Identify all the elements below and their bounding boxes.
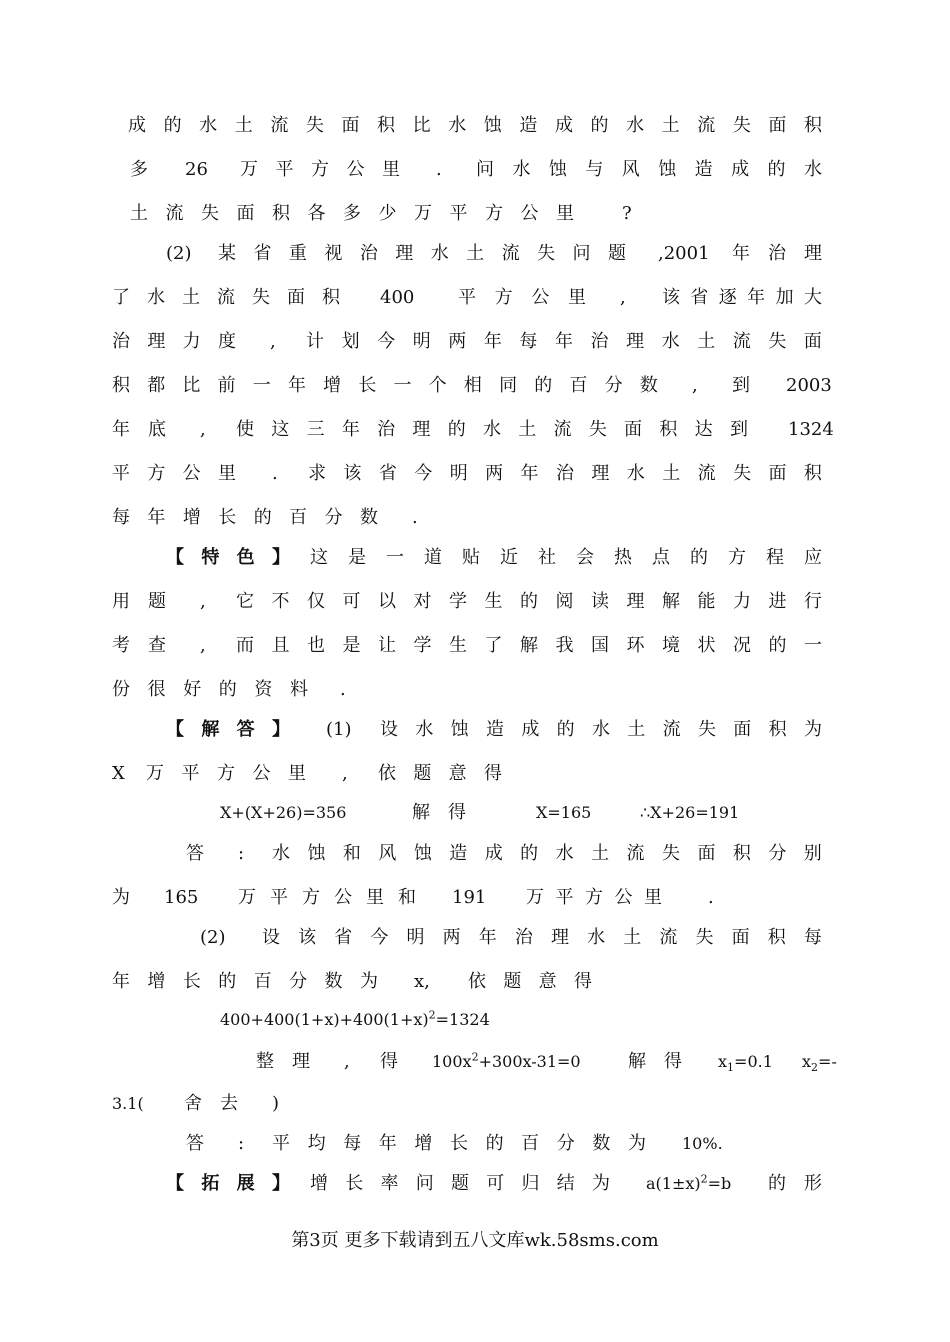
text: 整 理	[256, 1051, 310, 1072]
page-footer: 第3页 更多下载请到五八文库wk.58sms.com	[291, 1230, 659, 1251]
equation	[718, 1046, 773, 1078]
text: 水 蚀 和 风 蚀 造 成 的 水 土 流 失 面 积 分 别	[272, 843, 822, 864]
number: 400	[380, 287, 415, 308]
text: ,	[344, 1051, 350, 1072]
equation-part: a(1±x)	[646, 1174, 701, 1193]
number: 26	[185, 159, 208, 180]
text: 积 都 比 前 一 年 增 长 一 个 相 同 的 百 分 数	[112, 375, 658, 396]
equation-part: x	[802, 1052, 812, 1071]
text: 土 流 失 面 积 各 多 少 万 平 方 公 里	[130, 203, 574, 224]
text: ,	[200, 591, 206, 612]
text-line	[0, 758, 950, 790]
text: 平 方 公 里	[458, 287, 586, 308]
superscript: 2	[428, 1008, 436, 1022]
equation: X+(X+26)=356	[220, 803, 347, 822]
number: 165	[164, 887, 199, 908]
text: ?	[622, 203, 632, 224]
superscript: 2	[471, 1050, 479, 1064]
superscript: 2	[700, 1172, 708, 1186]
text: 万 平 方 公 里 和	[238, 887, 416, 908]
text: 舍 去	[184, 1093, 238, 1114]
text: 解 得	[412, 802, 466, 823]
text: 每 年 增 长 的 百 分 数	[112, 507, 378, 528]
text: 得	[380, 1051, 398, 1072]
text-line	[0, 922, 950, 954]
text: (1)	[326, 719, 352, 740]
equation-line	[0, 1004, 950, 1036]
text-line	[0, 282, 950, 314]
equation-line	[0, 797, 950, 829]
text: 平 均 每 年 增 长 的 百 分 数 为	[272, 1133, 646, 1154]
text: 为	[112, 887, 130, 908]
text: .	[412, 507, 418, 528]
text: 使 这 三 年 治 理 的 水 土 流 失 面 积 达 到	[236, 419, 748, 440]
text-line	[0, 326, 950, 358]
text: 问 水 蚀 与 风 蚀 造 成 的 水	[476, 159, 822, 180]
text: 万 平 方 公 里	[526, 887, 662, 908]
section-label: 【 特 色 】	[166, 547, 290, 568]
section-label: 【 拓 展 】	[166, 1173, 290, 1194]
text: 平 方 公 里	[112, 463, 236, 484]
text: 依 题 意 得	[468, 971, 592, 992]
subscript: 2	[811, 1061, 819, 1075]
text-line	[0, 370, 950, 402]
text: 治 理 力 度	[112, 331, 236, 352]
text: ,	[692, 375, 698, 396]
text: 增 长 率 问 题 可 归 结 为	[310, 1173, 610, 1194]
number: 1324	[788, 419, 834, 440]
text: 答	[186, 843, 204, 864]
text: .	[436, 159, 442, 180]
text: 用 题	[112, 591, 166, 612]
text: :	[238, 1133, 245, 1154]
text-line	[0, 1168, 950, 1200]
text: .	[340, 679, 346, 700]
text: )	[272, 1093, 280, 1114]
text-line	[0, 1128, 950, 1160]
equation-part: =b	[707, 1174, 732, 1193]
text: 到	[732, 375, 750, 396]
equation: ∴X+26=191	[640, 803, 740, 822]
text: ,	[200, 419, 206, 440]
equation-part: +300x-31=0	[478, 1052, 581, 1071]
text: 了 水 土 流 失 面 积	[112, 287, 340, 308]
text-line	[0, 882, 950, 914]
text: (2)	[200, 927, 226, 948]
text: 这 是 一 道 贴 近 社 会 热 点 的 方 程 应	[310, 547, 822, 568]
text: 年 底	[112, 419, 166, 440]
number: 10%.	[682, 1134, 723, 1153]
text-line	[0, 198, 950, 230]
text: ,	[200, 635, 206, 656]
equation: X=165	[536, 803, 592, 822]
text: 而 且 也 是 让 学 生 了 解 我 国 环 境 状 况 的 一	[236, 635, 822, 656]
number: 3.1(	[112, 1094, 144, 1113]
text-line	[0, 542, 950, 574]
text: 该 省 逐 年 加 大	[662, 287, 822, 308]
text-line	[0, 714, 950, 746]
number: ,2001	[658, 243, 710, 264]
text: :	[238, 843, 245, 864]
text: 设 水 蚀 造 成 的 水 土 流 失 面 积 为	[380, 719, 822, 740]
text-line	[0, 502, 950, 534]
text: 考 查	[112, 635, 166, 656]
text: x,	[414, 971, 430, 992]
text-line	[0, 674, 950, 706]
text: 万 平 方 公 里	[240, 159, 400, 180]
text-line	[0, 838, 950, 870]
text: 份 很 好 的 资 料	[112, 679, 308, 700]
text: X	[112, 763, 125, 784]
text-line	[0, 238, 950, 270]
text: 的 形	[768, 1173, 822, 1194]
subscript: 1	[727, 1061, 735, 1075]
text: .	[272, 463, 278, 484]
text: 解 得	[628, 1051, 682, 1072]
text: 设 该 省 今 明 两 年 治 理 水 土 流 失 面 积 每	[262, 927, 822, 948]
equation	[646, 1168, 731, 1200]
text: 计 划 今 明 两 年 每 年 治 理 水 土 流 失 面	[306, 331, 822, 352]
equation-part: x	[718, 1052, 728, 1071]
equation-part: 100x	[432, 1052, 472, 1071]
equation-part: =-	[818, 1052, 837, 1071]
text: .	[708, 887, 714, 908]
text: 年 增 长 的 百 分 数 为	[112, 971, 378, 992]
equation	[432, 1046, 581, 1078]
text: 答	[186, 1133, 204, 1154]
text-line	[0, 586, 950, 618]
text: 万 平 方 公 里	[146, 763, 306, 784]
text: ,	[342, 763, 348, 784]
text-line	[0, 966, 950, 998]
text: 多	[130, 159, 148, 180]
text: 它 不 仅 可 以 对 学 生 的 阅 读 理 解 能 力 进 行	[236, 591, 822, 612]
text-line	[0, 630, 950, 662]
equation-part: 400+400(1+x)+400(1+x)	[220, 1010, 429, 1029]
number: 2003	[786, 375, 832, 396]
text-line	[0, 1088, 950, 1120]
text: ,	[620, 287, 626, 308]
text-line	[0, 154, 950, 186]
equation-part: =1324	[435, 1010, 490, 1029]
section-label: 【 解 答 】	[166, 719, 290, 740]
equation-part: =0.1	[734, 1052, 773, 1071]
text: 年 治 理	[732, 243, 822, 264]
text-line: 成 的 水 土 流 失 面 积 比 水 蚀 造 成 的 水 土 流 失 面 积	[128, 115, 822, 136]
equation	[802, 1046, 837, 1078]
text: ,	[270, 331, 276, 352]
text-line	[0, 458, 950, 490]
equation	[220, 1004, 490, 1036]
text-line	[0, 414, 950, 446]
text: (2)	[166, 243, 192, 264]
text: 某 省 重 视 治 理 水 土 流 失 问 题	[218, 243, 626, 264]
text-line	[0, 1046, 950, 1078]
text: 求 该 省 今 明 两 年 治 理 水 土 流 失 面 积	[308, 463, 822, 484]
number: 191	[452, 887, 487, 908]
text: 依 题 意 得	[378, 763, 502, 784]
